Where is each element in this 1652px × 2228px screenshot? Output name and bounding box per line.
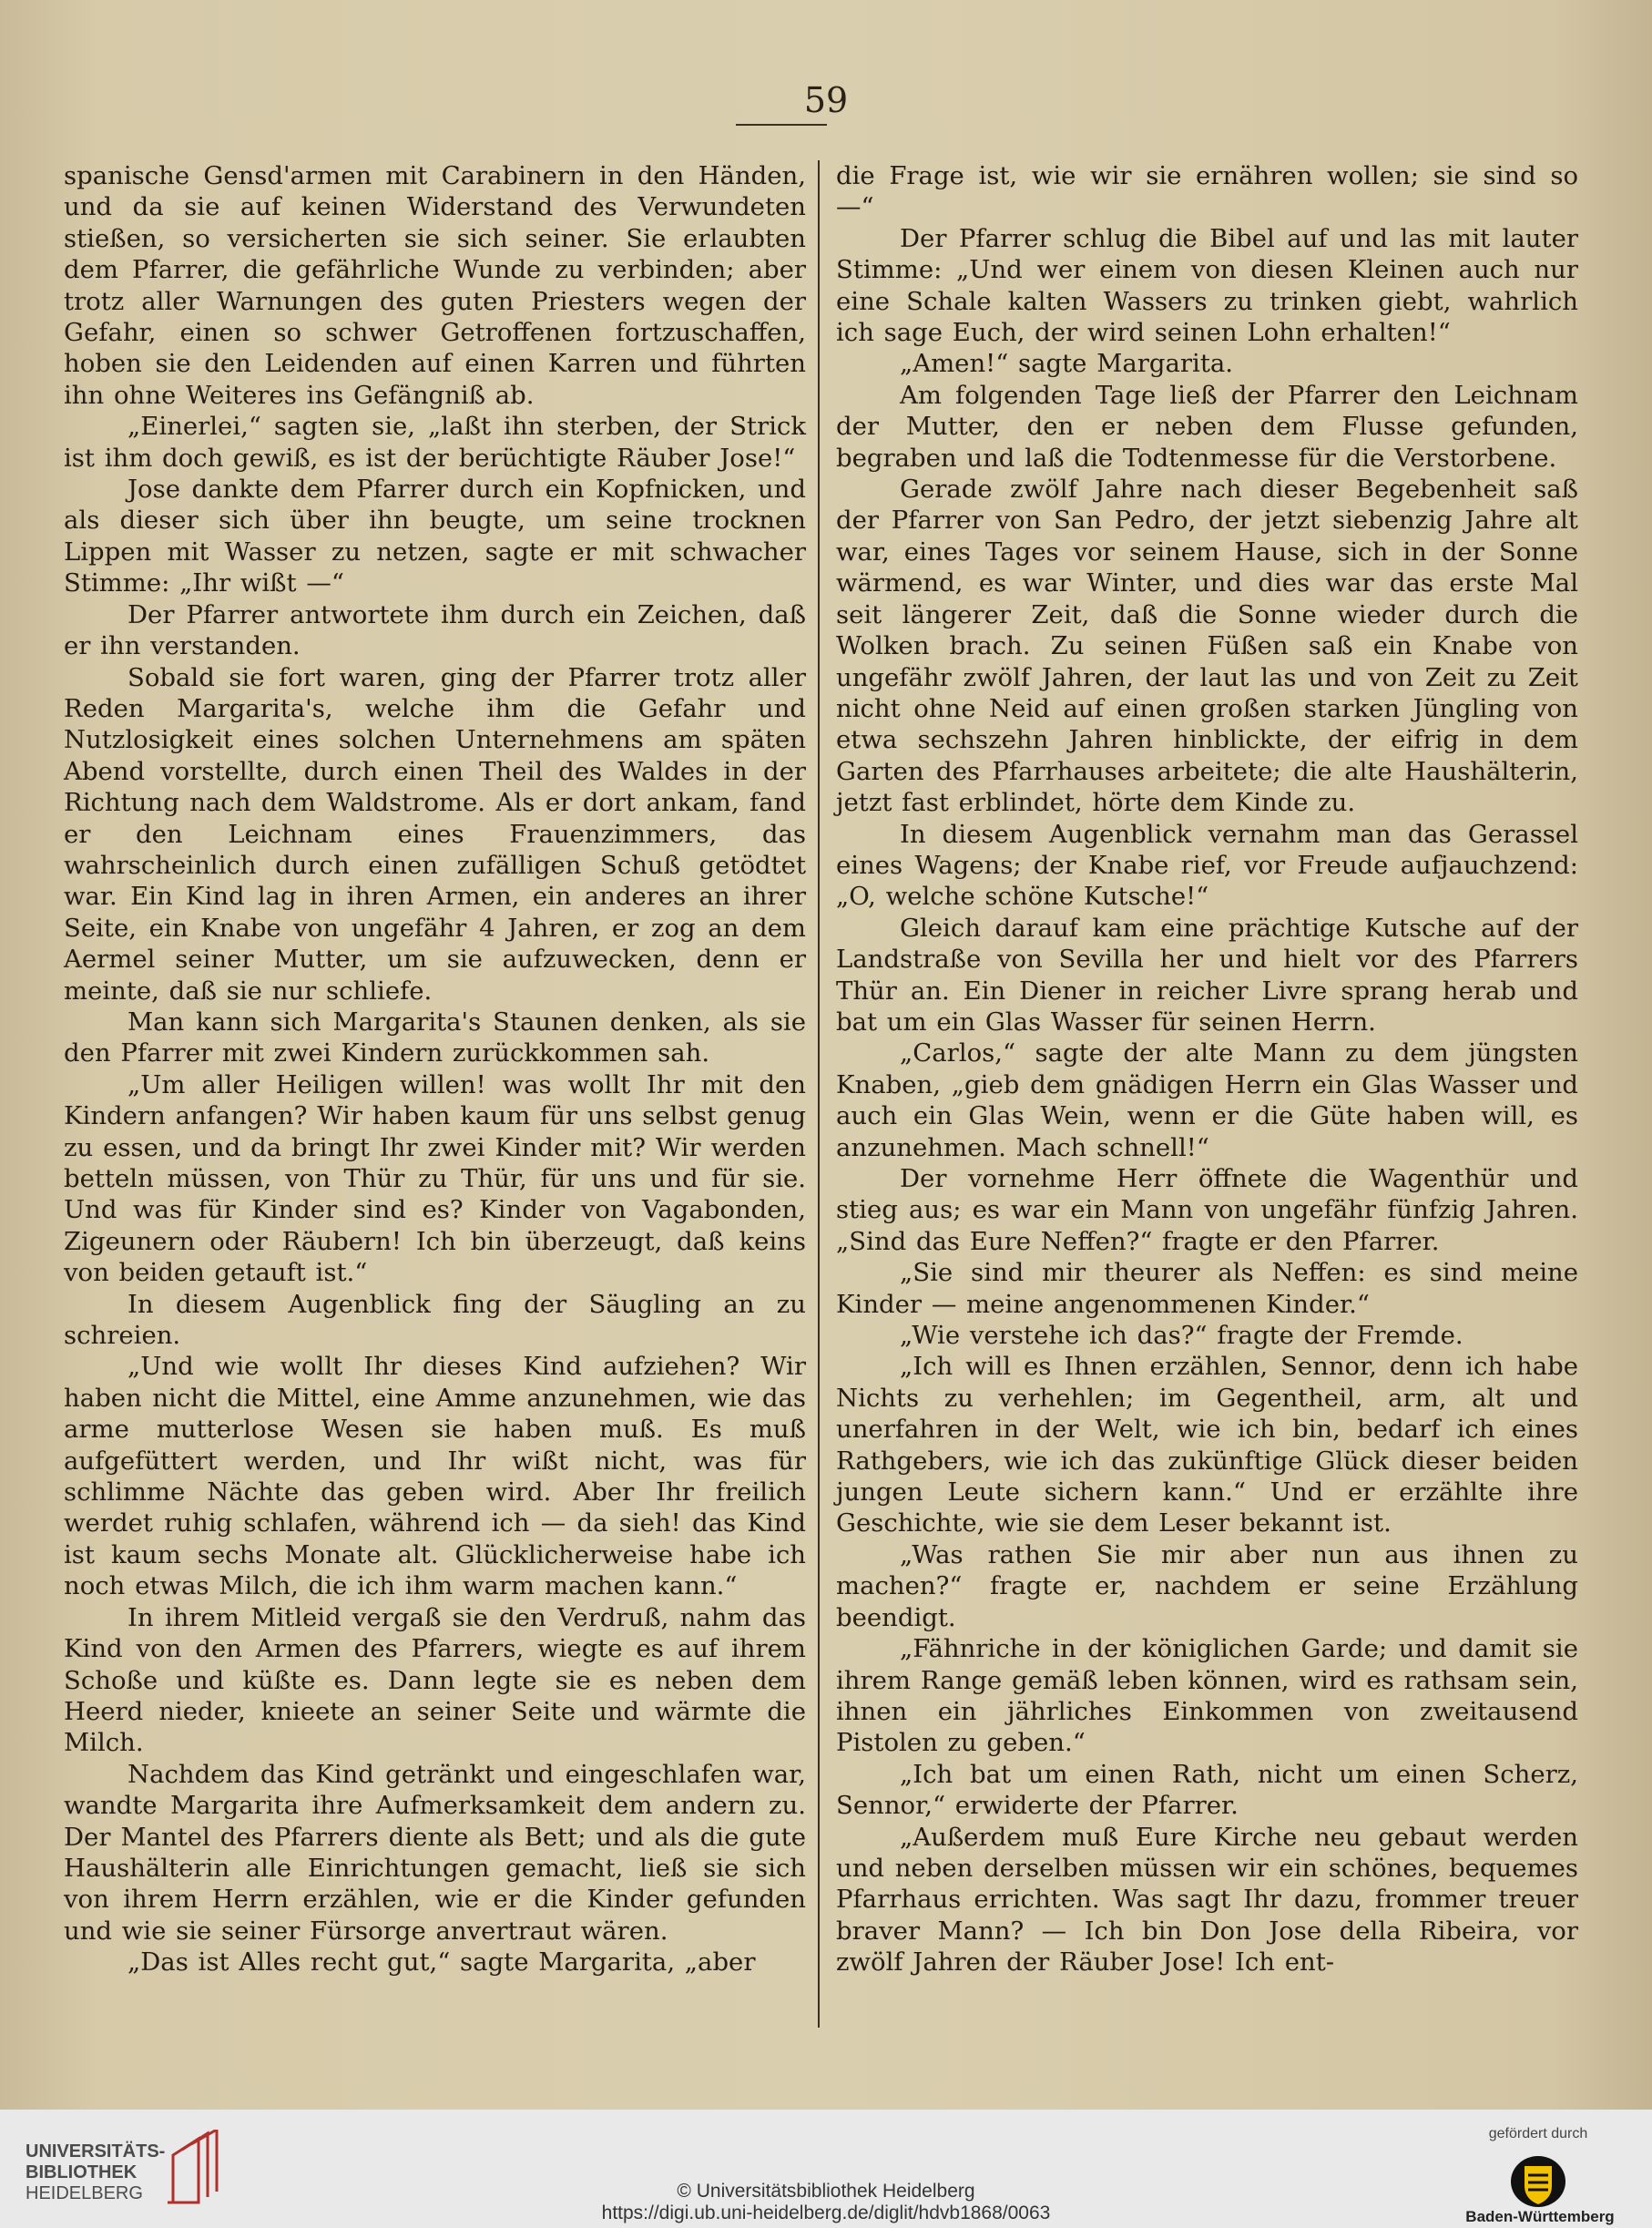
left-column [64,160,806,1978]
paragraph: „Und wie wollt Ihr dieses Kind aufziehen? Wir haben nicht die Mittel, eine Amme anzunehmen, wie das arme mutterlose Wesen sie haben muß. Es muß aufgefüttert werden, und Ihr wißt nicht, was für schlimme Nächte das geben wird. Aber Ihr freilich werdet ruhig schlafen, während ich — da sieh! das Kind ist kaum sechs Monate alt. Glücklicherweise habe ich noch etwas Milch, die ich ihm warm machen kann.“ [64,1352,806,1601]
paragraph: „Was rathen Sie mir aber nun aus ihnen zu machen?“ fragte er, nachdem er seine Erzählung beendigt. [836,1539,1578,1632]
paragraph: „Ich bat um einen Rath, nicht um einen Scherz, Sennor,“ erwiderte der Pfarrer. [836,1759,1578,1821]
paragraph: In diesem Augenblick vernahm man das Gerassel eines Wagens; der Knabe rief, vor Freude aufjauchzend: „O, welche schöne Kutsche!“ [836,819,1578,912]
column-divider [818,160,820,2028]
paragraph: Man kann sich Margarita's Staunen denken, als sie den Pfarrer mit zwei Kindern zurückkommen sah. [64,1007,806,1068]
funded-by-label: gefördert durch [1488,2126,1588,2141]
paragraph: „Carlos,“ sagte der alte Mann zu dem jüngsten Knaben, „gieb dem gnädigen Herrn ein Glas Wasser und auch ein Glas Wein, wenn er die Güte haben will, es anzunehmen. Mach schnell!“ [836,1038,1578,1162]
paragraph: spanische Gensd'armen mit Carabinern in den Händen, und da sie auf keinen Widerstand des Verwundeten stießen, so versicherten sie sich seiner. Sie erlaubten dem Pfarrer, die gefährliche Wunde zu verbinden; aber trotz aller Warnungen des guten Priesters wegen der Gefahr, einen so schwer Getroffenen fortzuschaffen, hoben sie den Leidenden auf einen Karren und führten ihn ohne Weiteres ins Gefängniß ab. [64,161,806,410]
paragraph: Sobald sie fort waren, ging der Pfarrer trotz aller Reden Margarita's, welche ihm die Gefahr und Nutzlosigkeit eines solchen Unternehmens am späten Abend vorstellte, durch einen Theil des Waldes in der Richtung nach dem Waldstrome. Als er dort ankam, fand er den Leichnam eines Frauenzimmers, das wahrscheinlich durch einen zufälligen Schuß getödtet war. Ein Kind lag in ihren Armen, ein anderes an ihrer Seite, ein Knabe von ungefähr 4 Jahren, er zog an dem Aermel seiner Mutter, um sie aufzuwecken, denn er meinte, daß sie nur schliefe. [64,662,806,1006]
library-name-line: UNIVERSITÄTS- [25,2141,166,2162]
paragraph: Nachdem das Kind getränkt und eingeschlafen war, wandte Margarita ihre Aufmerksamkeit dem andern zu. Der Mantel des Pfarrers diente als Bett; und als die gute Haushälterin alle Einrichtungen gemacht, ließ sie sich von ihrem Herrn erzählen, wie er die Kinder gefunden und wie sie seiner Fürsorge anvertraut wären. [64,1759,806,1946]
paragraph: Der vornehme Herr öffnete die Wagenthür und stieg aus; es war ein Mann von ungefähr fünfzig Jahren. „Sind das Eure Neffen?“ fragte er den Pfarrer. [836,1164,1578,1256]
paragraph: „Außerdem muß Eure Kirche neu gebaut werden und neben derselben müssen wir ein schönes, bequemes Pfarrhaus errichten. Was sagt Ihr dazu, frommer treuer braver Mann? — Ich bin Don Jose della Ribeira, vor zwölf Jahren der Räuber Jose! Ich ent- [836,1822,1578,1978]
paragraph: Jose dankte dem Pfarrer durch ein Kopfnicken, und als dieser sich über ihn beugte, um seine trocknen Lippen mit Wasser zu netzen, sagte er mit schwacher Stimme: „Ihr wißt —“ [64,475,806,598]
library-name-line: HEIDELBERG [25,2183,143,2203]
paragraph: In diesem Augenblick fing der Säugling an zu schreien. [64,1289,806,1351]
paragraph: „Sie sind mir theurer als Neffen: es sind meine Kinder — meine angenommenen Kinder.“ [836,1258,1578,1319]
paragraph: Der Pfarrer schlug die Bibel auf und las mit lauter Stimme: „Und wer einem von diesen Kleinen auch nur eine Schale kalten Wassers zu trinken giebt, wahrlich ich sage Euch, der wird seinen Lohn erhalten!“ [836,223,1578,348]
paragraph: „Ich will es Ihnen erzählen, Sennor, denn ich habe Nichts zu verhehlen; im Gegentheil, arm, alt und unerfahren in der Welt, wie ich bin, bedarf ich eines Rathgebers, wie ich das zukünftige Glück dieser beiden jungen Leute sichern kann.“ Und er erzählte ihre Geschichte, wie sie dem Leser bekannt ist. [836,1352,1578,1538]
source-url[interactable]: https://digi.ub.uni-heidelberg.de/diglit/hdvb1868/0063 [601,2202,1051,2223]
paragraph: Am folgenden Tage ließ der Pfarrer den Leichnam der Mutter, den er neben dem Flusse gefunden, begraben und laß die Todtenmesse für die Verstorbene. [836,380,1578,473]
paragraph: „Um aller Heiligen willen! was wollt Ihr mit den Kindern anfangen? Wir haben kaum für uns selbst genug zu essen, und da bringt Ihr zwei Kinder mit? Wir werden betteln müssen, von Thür zu Thür, für uns und für sie. Und was für Kinder sind es? Kinder von Vagabonden, Zigeunern oder Räubern! Ich bin überzeugt, daß keins von beiden getauft ist.“ [64,1069,806,1288]
right-column [836,160,1578,1978]
funder-name: Baden-Württemberg [1465,2208,1615,2225]
paragraph: In ihrem Mitleid vergaß sie den Verdruß, nahm das Kind von den Armen des Pfarrers, wiegte es auf ihrem Schoße und küßte es. Dann legte sie es neben dem Heerd nieder, knieete an seiner Seite und wärmte die Milch. [64,1602,806,1758]
paragraph: Gleich darauf kam eine prächtige Kutsche auf der Landstraße von Sevilla her und hielt vor des Pfarrers Thür an. Ein Diener in reicher Livre sprang herab und bat um ein Glas Wasser für seinen Herrn. [836,913,1578,1037]
library-name-line: BIBLIOTHEK [25,2162,138,2182]
paragraph: „Fähnriche in der königlichen Garde; und damit sie ihrem Range gemäß leben können, wird es rathsam sein, ihnen ein jährliches Einkommen von zweitausend Pistolen zu geben.“ [836,1634,1578,1758]
paragraph: die Frage ist, wie wir sie ernähren wollen; sie sind so —“ [836,161,1578,222]
paragraph: „Einerlei,“ sagten sie, „laßt ihn sterben, der Strick ist ihm doch gewiß, es ist der berüchtigte Räuber Jose!“ [64,412,806,473]
paragraph: „Wie verstehe ich das?“ fragte der Fremde. [900,1321,1463,1351]
paragraph: „Amen!“ sagte Margarita. [900,349,1234,379]
page-number: 59 [803,80,849,120]
page-number-rule [736,124,827,126]
paragraph: Der Pfarrer antwortete ihm durch ein Zeichen, daß er ihn verstanden. [64,599,806,661]
paragraph: „Das ist Alles recht gut,“ sagte Margarita, „aber [127,1947,756,1978]
paragraph: Gerade zwölf Jahre nach dieser Begebenheit saß der Pfarrer von San Pedro, der jetzt siebenzig Jahre alt war, eines Tages vor seinem Hause, sich in der Sonne wärmend, es war Winter, und dies war das erste Mal seit längerer Zeit, daß die Sonne wieder durch die Wolken brach. Zu seinen Füßen saß ein Knabe von ungefähr zwölf Jahren, der laut las und von Zeit zu Zeit nicht ohne Neid auf einen großen starken Jüngling von etwa sechszehn Jahren hinblickte, der eifrig in dem Garten des Pfarrhauses arbeitete; die alte Haushälterin, jetzt fast erblindet, hörte dem Kinde zu. [836,475,1578,818]
baden-wuerttemberg-crest-icon [1508,2153,1568,2210]
footer-bar [0,2110,1652,2228]
copyright-text: © Universitätsbibliothek Heidelberg [677,2181,975,2202]
